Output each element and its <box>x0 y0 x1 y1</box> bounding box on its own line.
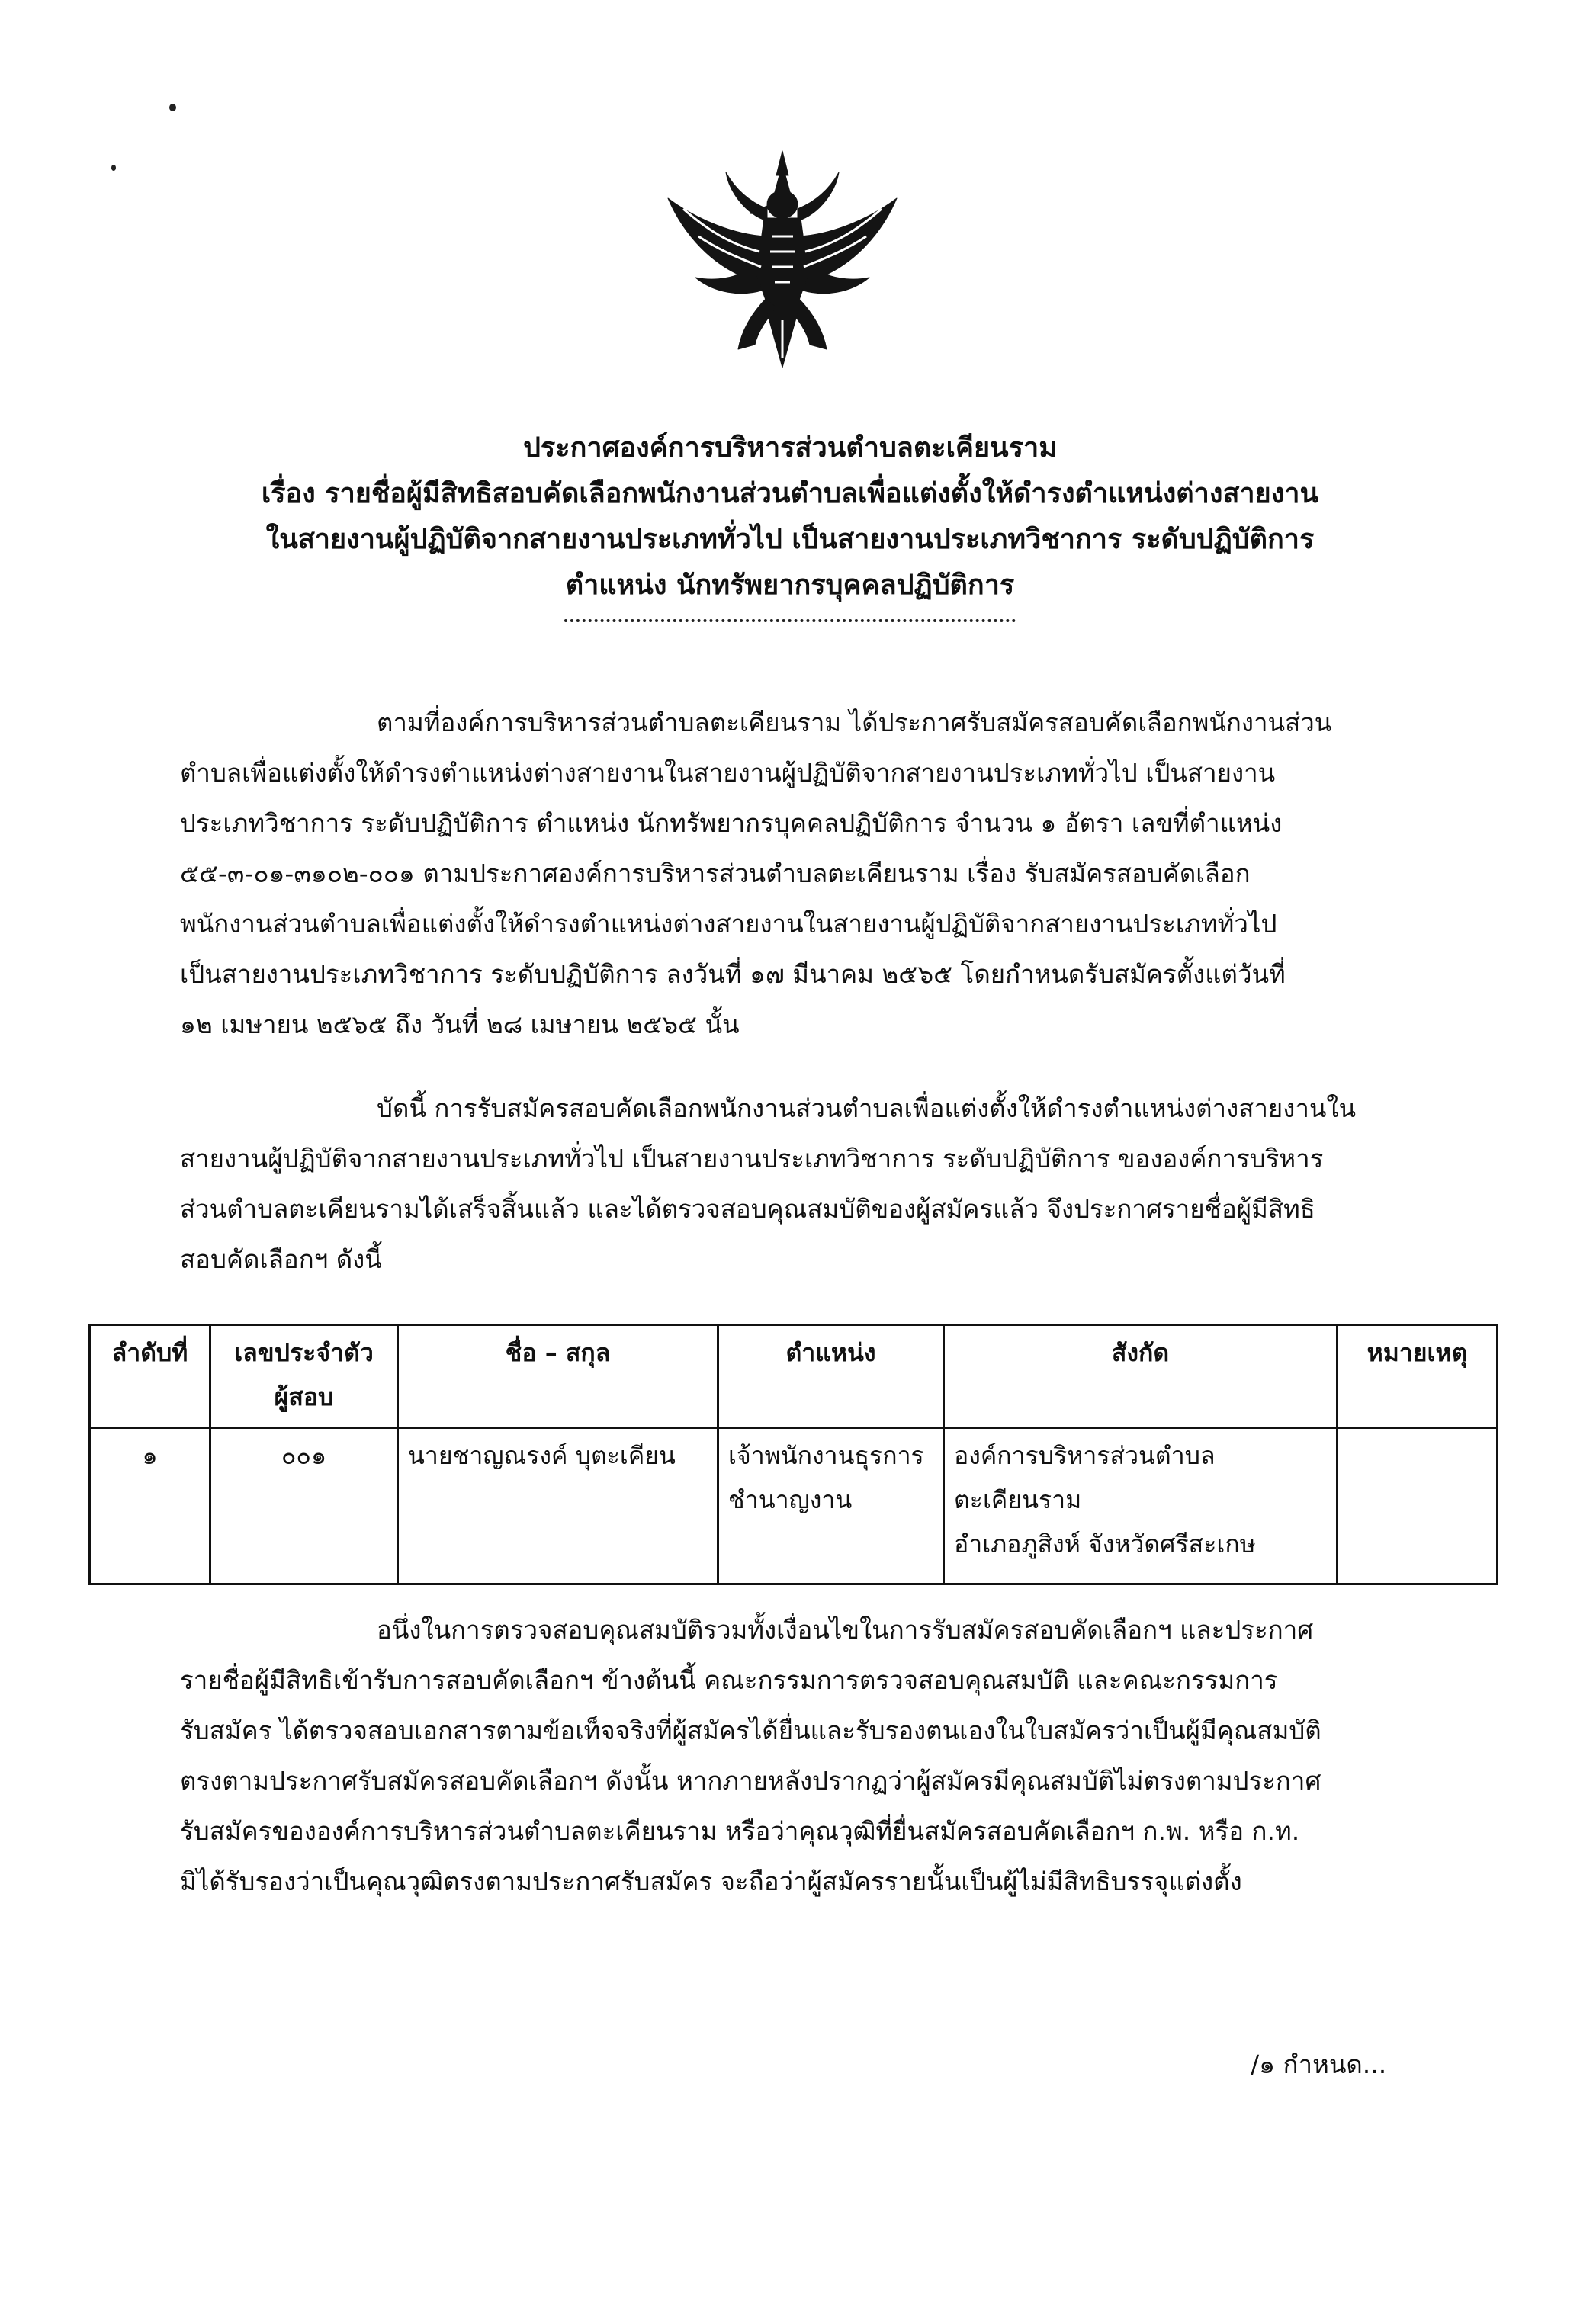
candidate-table <box>88 1324 1498 1585</box>
scan-speck <box>169 104 176 111</box>
cell-affiliation <box>944 1428 1338 1584</box>
cell-position <box>718 1428 944 1584</box>
paragraph-line: ประเภทวิชาการ ระดับปฏิบัติการ ตำแหน่ง นักทรัพยากรบุคคลปฏิบัติการ จำนวน ๑ อัตรา เลขที่ตำแหน่ง <box>180 808 1283 838</box>
garuda-emblem-icon <box>653 145 912 374</box>
paragraph-line: ตรงตามประกาศรับสมัครสอบคัดเลือกฯ ดังนั้น หากภายหลังปรากฏว่าผู้สมัครมีคุณสมบัติไม่ตรงตามประกาศ <box>180 1766 1321 1796</box>
paragraph-line: มิได้รับรองว่าเป็นคุณวุฒิตรงตามประกาศรับสมัคร จะถือว่าผู้สมัครรายนั้นเป็นผู้ไม่มีสิทธิบรรจุแต่งตั้ง <box>180 1867 1242 1896</box>
column-header-exam-id <box>210 1325 398 1428</box>
column-header-no: ลำดับที่ <box>90 1325 210 1428</box>
scan-speck <box>111 165 116 171</box>
paragraph-line: ส่วนตำบลตะเคียนรามได้เสร็จสิ้นแล้ว และได้ตรวจสอบคุณสมบัติของผู้สมัครแล้ว จึงประกาศรายชื่อผู้มีสิทธิ <box>180 1194 1315 1224</box>
paragraph-line: รายชื่อผู้มีสิทธิเข้ารับการสอบคัดเลือกฯ ข้างต้นนี้ คณะกรรมการตรวจสอบคุณสมบัติ และคณะกรรมการ <box>180 1665 1278 1695</box>
cell-affiliation-line: องค์การบริหารส่วนตำบล <box>954 1441 1216 1470</box>
column-header-position: ตำแหน่ง <box>718 1325 944 1428</box>
subject-line: ในสายงานผู้ปฏิบัติจากสายงานประเภททั่วไป เป็นสายงานประเภทวิชาการ ระดับปฏิบัติการ <box>265 524 1315 555</box>
column-header-remark: หมายเหตุ <box>1338 1325 1498 1428</box>
paragraph-line: ๕๕-๓-๐๑-๓๑๐๒-๐๐๑ ตามประกาศองค์การบริหารส่วนตำบลตะเคียนราม เรื่อง รับสมัครสอบคัดเลือก <box>180 859 1251 888</box>
paragraph-line: รับสมัครขององค์การบริหารส่วนตำบลตะเคียนราม หรือว่าคุณวุฒิที่ยื่นสมัครสอบคัดเลือกฯ ก.พ. หรือ ก.ท. <box>180 1816 1300 1846</box>
paragraph-line: ตำบลเพื่อแต่งตั้งให้ดำรงตำแหน่งต่างสายงานในสายงานผู้ปฏิบัติจากสายงานประเภททั่วไป เป็นสายงาน <box>180 758 1276 788</box>
column-header-affiliation: สังกัด <box>944 1325 1338 1428</box>
announcement-title: ประกาศองค์การบริหารส่วนตำบลตะเคียนราม <box>523 432 1057 464</box>
table-header-row <box>90 1325 1498 1428</box>
cell-position-line: เจ้าพนักงานธุรการ <box>728 1441 924 1470</box>
cell-exam-id: ๐๐๑ <box>210 1428 398 1584</box>
cell-no: ๑ <box>90 1428 210 1584</box>
paragraph-line: บัดนี้ การรับสมัครสอบคัดเลือกพนักงานส่วนตำบลเพื่อแต่งตั้งให้ดำรงตำแหน่งต่างสายงานใน <box>377 1093 1357 1123</box>
subject-line: ตำแหน่ง นักทรัพยากรบุคคลปฏิบัติการ <box>565 570 1015 601</box>
cell-name: นายชาญณรงค์ บุตะเคียน <box>398 1428 718 1584</box>
table-row <box>90 1428 1498 1584</box>
cell-position-line: ชำนาญงาน <box>728 1485 853 1514</box>
paragraph-line: สายงานผู้ปฏิบัติจากสายงานประเภททั่วไป เป็นสายงานประเภทวิชาการ ระดับปฏิบัติการ ขององค์การบริหาร <box>180 1144 1324 1173</box>
paragraph-line: สอบคัดเลือกฯ ดังนี้ <box>180 1244 382 1274</box>
cell-affiliation-line: ตะเคียนราม <box>954 1485 1082 1514</box>
column-header-exam-id-line: ผู้สอบ <box>274 1382 334 1411</box>
column-header-exam-id-line: เลขประจำตัว <box>234 1338 374 1367</box>
page-continuation: /๑ กำหนด... <box>1251 2050 1387 2079</box>
paragraph-line: ๑๒ เมษายน ๒๕๖๕ ถึง วันที่ ๒๘ เมษายน ๒๕๖๕ นั้น <box>180 1010 740 1039</box>
column-header-name: ชื่อ – สกุล <box>398 1325 718 1428</box>
paragraph-line: ตามที่องค์การบริหารส่วนตำบลตะเคียนราม ได้ประกาศรับสมัครสอบคัดเลือกพนักงานส่วน <box>377 708 1332 737</box>
cell-affiliation-line: อำเภอภูสิงห์ จังหวัดศรีสะเกษ <box>954 1530 1256 1558</box>
cell-remark <box>1338 1428 1498 1584</box>
paragraph-line: อนึ่งในการตรวจสอบคุณสมบัติรวมทั้งเงื่อนไขในการรับสมัครสอบคัดเลือกฯ และประกาศ <box>377 1615 1314 1645</box>
paragraph-line: พนักงานส่วนตำบลเพื่อแต่งตั้งให้ดำรงตำแหน่งต่างสายงานในสายงานผู้ปฏิบัติจากสายงานประเภททั่วไป <box>180 909 1277 939</box>
dotted-divider <box>564 619 1016 622</box>
paragraph-line: เป็นสายงานประเภทวิชาการ ระดับปฏิบัติการ ลงวันที่ ๑๗ มีนาคม ๒๕๖๕ โดยกำหนดรับสมัครตั้งแต่วันที่ <box>180 959 1286 989</box>
paragraph-line: รับสมัคร ได้ตรวจสอบเอกสารตามข้อเท็จจริงที่ผู้สมัครได้ยื่นและรับรองตนเองในใบสมัครว่าเป็นผู้มีคุณสมบัติ <box>180 1716 1321 1745</box>
subject-line: เรื่อง รายชื่อผู้มีสิทธิสอบคัดเลือกพนักงานส่วนตำบลเพื่อแต่งตั้งให้ดำรงตำแหน่งต่างสายงาน <box>261 478 1319 509</box>
